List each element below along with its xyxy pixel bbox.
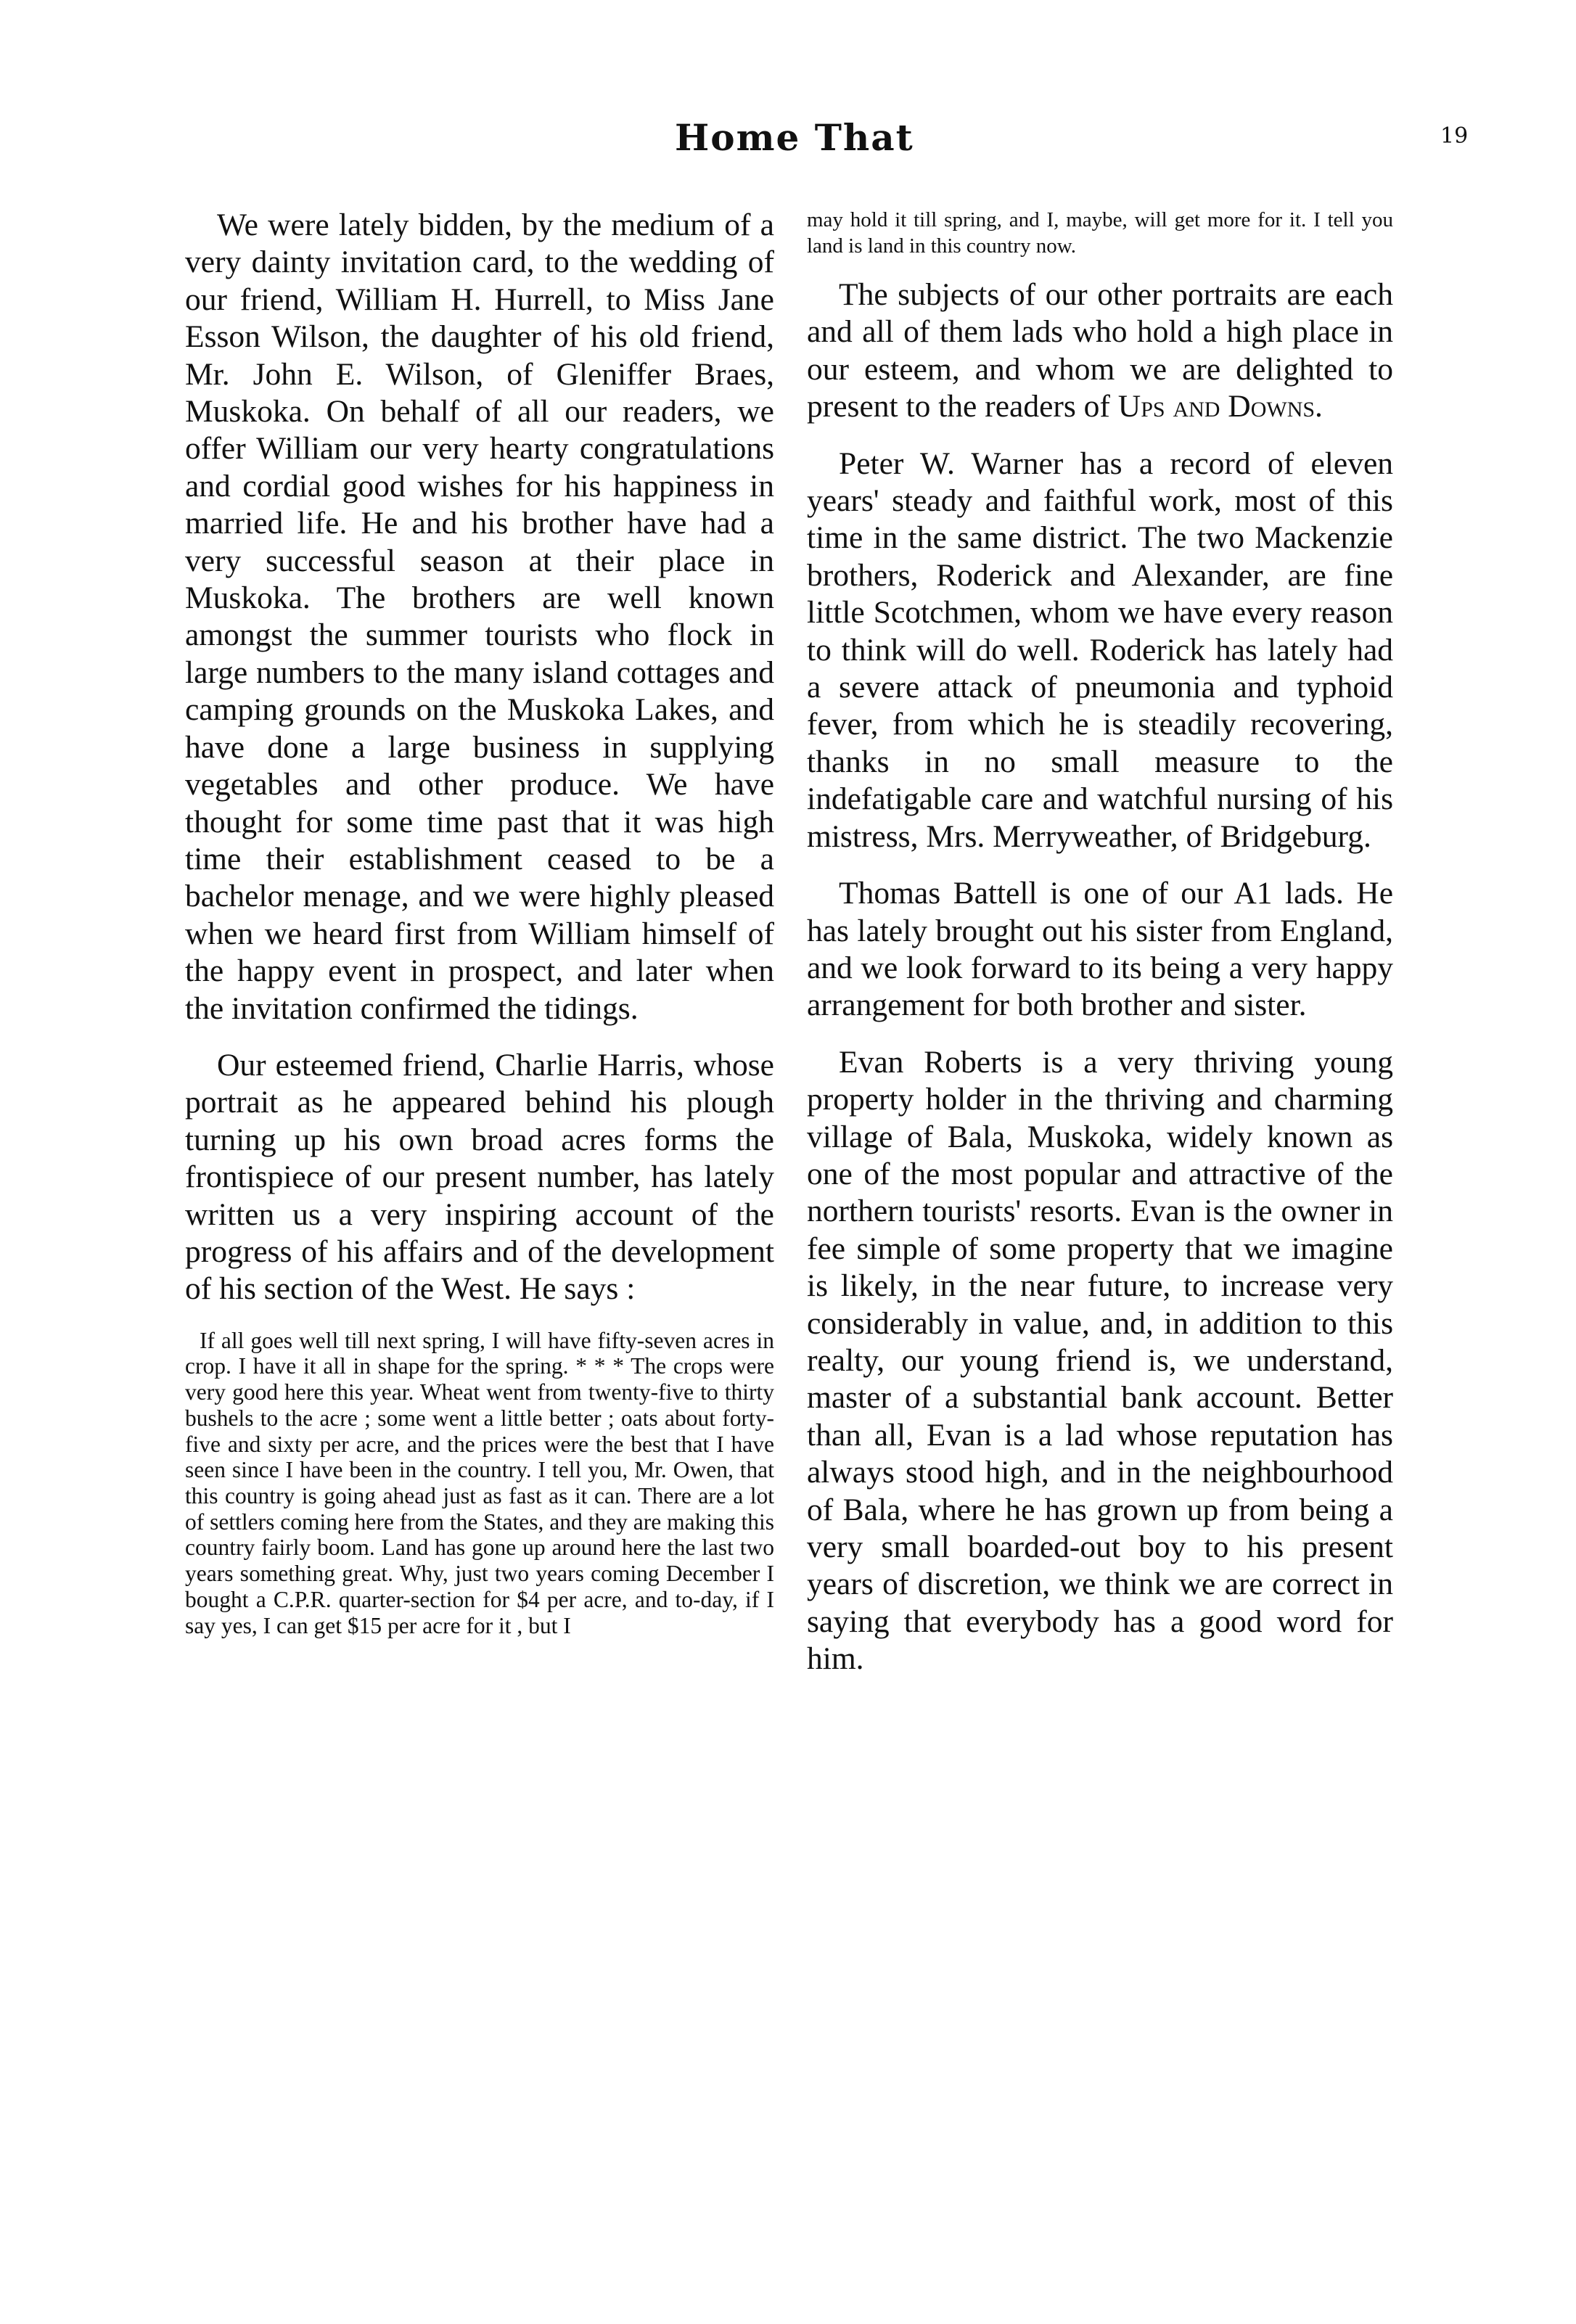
paragraph-peter-warner: Peter W. Warner has a record of eleven years' steady and faithful work, most of this time in the same district. The two Mackenzie brothers, Roderick and Alexander, are fine little Scotchmen, whom we have every reason to think will do well. Roderick has lately had a severe attack of pneumonia and typhoid fever, from which he is steadily recovering, thanks in no small measure to the indefatigable care and watchful nursing of his mistress, Mrs. Merryweather, of Bridgeburg. (807, 445, 1393, 854)
paragraph-evan-roberts: Evan Roberts is a very thriving young property holder in the thriving and charming village of Bala, Muskoka, widely known as one of the most popular and attractive of the northern tourists' resorts. Evan is the owner in fee simple of some property that we imagine is likely, in the near future, to increase very considerably in value, and, in addition to this realty, our young friend is, we understand, master of a substantial bank account. Better than all, Evan is a lad whose reputation has always stood high, and in the neighbourhood of Bala, where he has grown up from being a very small boarded-out boy to his present years of discretion, we think we are correct in saying that everybody has a good word for him. (807, 1044, 1393, 1677)
paragraph-other-portraits (807, 276, 1393, 426)
quoted-letter: If all goes well till next spring, I will have fifty-seven acres in crop. I have it all in shape for the spring. * * * The crops were very good here this year. Wheat went from twenty-five to thirty bushels to the acre ; some went a little better ; oats about forty-five and sixty per acre, and the prices were the best that I have seen since I have been in the country. I tell you, Mr. Owen, that this country is going ahead just as fast as it can. There are a lot of settlers coming here from the States, and they are making this country fairly boom. Land has gone up around here the last two years something great. Why, just two years coming December I bought a C.P.R. quarter-section for $4 per acre, and to-day, if I say yes, I can get $15 per acre for it , but I (185, 1327, 774, 1638)
paragraph-other-portraits-text: The subjects of our other portraits are each and all of them lads who hold a high place in our esteem, and whom we are delighted to present to the readers of (807, 277, 1393, 424)
running-title: Home That (675, 116, 914, 159)
left-column (185, 207, 774, 1651)
paragraph-thomas-battell: Thomas Battell is one of our A1 lads. He has lately brought out his sister from England, and we look forward to its being a very happy arrangement for both brother and sister. (807, 876, 1393, 1023)
page-header (0, 109, 1576, 174)
right-column (807, 207, 1393, 1698)
paragraph-hurrell-wedding: We were lately bidden, by the medium of a very dainty invitation card, to the wedding of our friend, William H. Hurrell, to Miss Jane Esson Wilson, the daughter of his old friend, Mr. John E. Wilson, of Gleniffer Braes, Muskoka. On behalf of all our readers, we offer William our very hearty congratulations and cordial good wishes for his happiness in married life. He and his brother have had a very successful season at their place in Muskoka. The brothers are well known amongst the summer tourists who flock in large numbers to the many island cottages and camping grounds on the Muskoka Lakes, and have done a large business in supplying vegetables and other produce. We have thought for some time past that it was high time their establishment ceased to be a bachelor menage, and we were highly pleased when we heard first from William himself of the happy event in prospect, and later when the invitation confirmed the tidings. (185, 208, 774, 1026)
paragraph-charlie-harris: Our esteemed friend, Charlie Harris, whose portrait as he appeared behind his plough turning up his own broad acres forms the frontispiece of our present number, has lately written us a very inspiring account of the progress of his affairs and of the development of his section of the West. He says : (185, 1047, 774, 1307)
magazine-title: Ups and Downs. (1117, 389, 1323, 424)
quoted-letter-continued: may hold it till spring, and I, maybe, will get more for it. I tell you land is land in this country now. (807, 208, 1393, 258)
page-number: 19 (1440, 123, 1469, 149)
